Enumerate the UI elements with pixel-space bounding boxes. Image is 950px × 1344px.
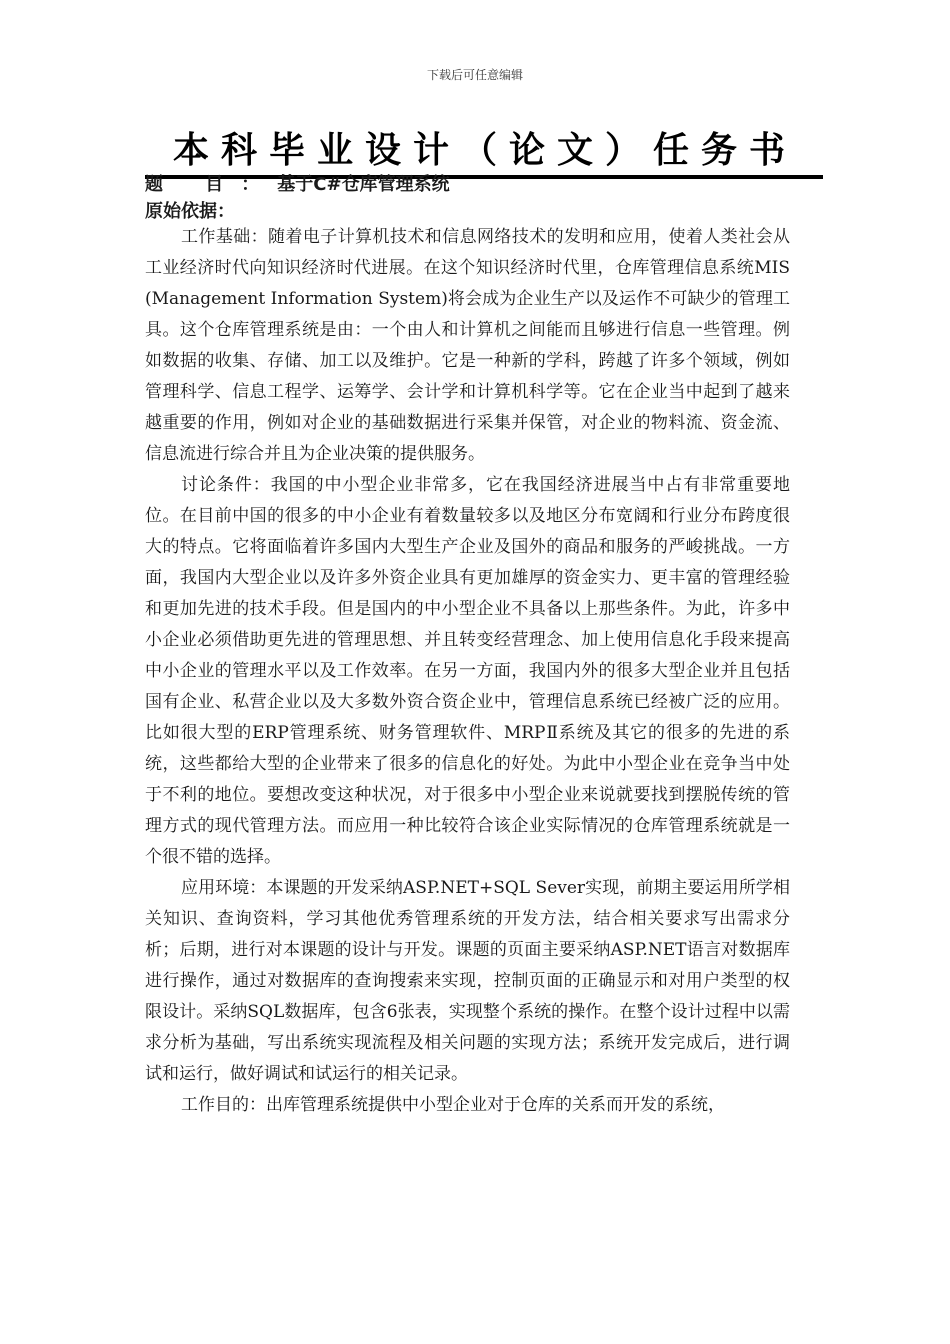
paragraph-research-conditions: 讨论条件：我国的中小型企业非常多，它在我国经济进展当中占有非常重要地位。在目前中国的很多的中小企业有着数量较多以及地区分布宽阔和行业分布跨度很大的特点。它将面临着许多国内大型生产企业及国外的商品和服务的严峻挑战。一方面，我国内大型企业以及许多外资企业具有更加雄厚的资金实力、更丰富的管理经验和更加先进的技术手段。但是国内的中小型企业不具备以上那些条件。为此，许多中小企业必须借助更先进的管理思想、并且转变经营理念、加上使用信息化手段来提高中小企业的管理水平以及工作效率。在另一方面，我国内外的很多大型企业并且包括国有企业、私营企业以及大多数外资合资企业中，管理信息系统已经被广泛的应用。比如很大型的ERP管理系统、财务管理软件、MRPⅡ系统及其它的很多的先进的系统，这些都给大型的企业带来了很多的信息化的好处。为此中小型企业在竞争当中处于不利的地位。要想改变这种状况，对于很多中小型企业来说就要找到摆脱传统的管理方式的现代管理方法。而应用一种比较符合该企业实际情况的仓库管理系统就是一个很不错的选择。: [145, 475, 790, 867]
header-note: 下载后可任意编辑: [426, 68, 523, 82]
basis-heading: 原始依据：: [145, 201, 235, 222]
body-text: [145, 222, 790, 1121]
paragraph-work-basis: 工作基础：随着电子计算机技术和信息网络技术的发明和应用，使着人类社会从工业经济时代向知识经济时代进展。在这个知识经济时代里，仓库管理信息系统MIS(Management Information System)将会成为企业生产以及运作不可缺少的管理工具。这个仓库管理系统是由：一个由人和计算机之间能而且够进行信息一些管理。例如数据的收集、存储、加工以及维护。它是一种新的学科，跨越了许多个领域，例如管理科学、信息工程学、运筹学、会计学和计算机科学等。它在企业当中起到了越来越重要的作用，例如对企业的基础数据进行采集并保管，对企业的物料流、资金流、信息流进行综合并且为企业决策的提供服务。: [145, 227, 790, 464]
paragraph-work-purpose: 工作目的：出库管理系统提供中小型企业对于仓库的关系而开发的系统，: [181, 1095, 725, 1115]
paragraph-application-environment: 应用环境：本课题的开发采纳ASP.NET+SQL Sever实现，前期主要运用所学相关知识、查询资料，学习其他优秀管理系统的开发方法，结合相关要求写出需求分析；后期，进行对本课题的设计与开发。课题的页面主要采纳ASP.NET语言对数据库进行操作，通过对数据库的查询搜索来实现，控制页面的正确显示和对用户类型的权限设计。采纳SQL数据库，包含6张表，实现整个系统的操作。在整个设计过程中以需求分析为基础，写出系统实现流程及相关问题的实现方法；系统开发完成后，进行调试和运行，做好调试和试运行的相关记录。: [145, 878, 790, 1084]
topic-value: 基于C#仓库管理系统: [277, 174, 450, 195]
topic-label: 题 目：: [145, 174, 278, 195]
topic-line: [145, 174, 450, 196]
document-title: 本科毕业设计（论文）任务书: [172, 130, 797, 171]
